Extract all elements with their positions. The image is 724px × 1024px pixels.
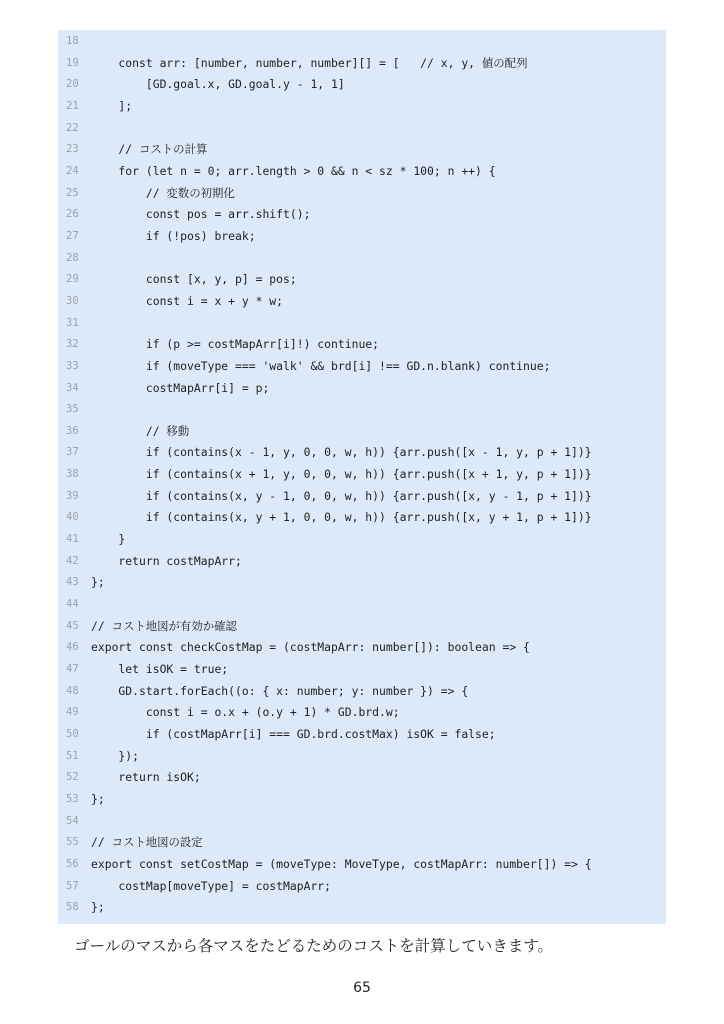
line-number: 34 [66,381,79,394]
code-line [58,161,666,183]
code-line [58,248,666,270]
line-code: if (moveType === 'walk' && brd[i] !== GD.n.blank) continue; [91,358,551,373]
line-number: 18 [66,35,79,47]
line-number: 42 [66,554,79,567]
code-line [58,53,666,75]
line-number: 45 [66,619,79,632]
line-number: 52 [66,771,79,784]
line-code: if (contains(x, y + 1, 0, 0, w, h)) {arr.push([x, y + 1, p + 1])} [91,510,592,525]
code-line [58,767,666,789]
code-line [58,811,666,833]
line-code: if (contains(x, y - 1, 0, 0, w, h)) {arr.push([x, y - 1, p + 1])} [91,488,592,503]
page-number: 65 [353,980,371,996]
code-line [58,507,666,529]
line-number: 22 [66,121,79,134]
code-line [58,594,666,616]
line-code: if (contains(x + 1, y, 0, 0, w, h)) {arr.push([x + 1, y, p + 1])} [91,467,592,482]
code-line [58,139,666,161]
line-code: costMap[moveType] = costMapArr; [91,878,332,893]
line-number: 21 [66,99,79,112]
line-number: 30 [66,294,79,307]
line-code: [GD.goal.x, GD.goal.y - 1, 1] [91,77,345,92]
code-line [58,291,666,313]
line-code: // コスト地図の設定 [91,835,203,850]
line-number: 36 [66,424,79,437]
line-number: 58 [66,901,79,914]
line-code: return isOK; [91,770,201,785]
line-number: 20 [66,78,79,91]
line-number: 31 [66,316,79,329]
line-number: 38 [66,468,79,481]
line-code: if (p >= costMapArr[i]!) continue; [91,337,380,352]
line-number: 46 [66,641,79,654]
line-code: const pos = arr.shift(); [91,207,311,222]
line-code: const i = o.x + (o.y + 1) * GD.brd.w; [91,705,400,720]
code-line [58,897,666,919]
code-line [58,464,666,486]
line-number: 26 [66,208,79,221]
code-line [58,572,666,594]
line-code: // コスト地図が有効か確認 [91,618,237,633]
line-code: export const setCostMap = (moveType: MoveType, costMapArr: number[]) => { [91,856,592,871]
line-number: 28 [66,251,79,264]
line-code: const i = x + y * w; [91,293,284,308]
line-code: }; [91,791,105,806]
line-code: }); [91,748,140,763]
line-code: let isOK = true; [91,662,229,677]
line-code: if (!pos) break; [91,228,256,243]
code-line [58,486,666,508]
line-number: 32 [66,338,79,351]
line-number: 24 [66,164,79,177]
code-line [58,421,666,443]
code-line [58,746,666,768]
code-line [58,378,666,400]
line-code: if (costMapArr[i] === GD.brd.costMax) isOK = false; [91,727,496,741]
caption: ゴールのマスから各マスをたどるためのコストを計算していきます。 [74,937,553,955]
code-line [58,269,666,291]
line-code: costMapArr[i] = p; [91,380,270,395]
line-number: 50 [66,728,79,740]
line-code: // コストの計算 [91,142,208,157]
line-number: 49 [66,706,79,719]
line-code: }; [91,575,105,590]
line-number: 48 [66,684,79,697]
code-line [58,724,666,746]
line-number: 39 [66,489,79,502]
line-number: 57 [66,879,79,892]
code-line [58,876,666,898]
line-number: 51 [66,749,79,762]
line-code: return costMapArr; [91,553,242,568]
code-line [58,356,666,378]
line-number: 25 [66,186,79,199]
code-line [58,183,666,205]
code-line [58,96,666,118]
code-line [58,442,666,464]
code-line [58,832,666,854]
code-line [58,616,666,638]
code-line [58,551,666,573]
code-line [58,854,666,876]
line-code: // 変数の初期化 [91,185,235,200]
line-code: // 移動 [91,423,190,438]
line-number: 54 [66,814,79,827]
line-code: if (contains(x - 1, y, 0, 0, w, h)) {arr.push([x - 1, y, p + 1])} [91,445,592,460]
line-code: for (let n = 0; arr.length > 0 && n < sz * 100; n ++) { [91,163,496,178]
line-number: 33 [66,359,79,372]
code-line [58,204,666,226]
code-line [58,313,666,335]
line-number: 44 [66,598,79,611]
code-line [58,31,666,53]
line-number: 40 [66,511,79,524]
line-number: 35 [66,403,79,416]
line-number: 47 [66,663,79,676]
line-code: }; [91,900,105,915]
line-number: 41 [66,533,79,546]
line-number: 55 [66,836,79,849]
code-line [58,399,666,421]
code-line [58,226,666,248]
line-number: 43 [66,576,79,589]
line-number: 29 [66,273,79,286]
code-line [58,74,666,96]
line-code: const arr: [number, number, number][] = [ // x, y, 値の配列 [91,55,528,70]
code-line [58,789,666,811]
line-number: 23 [66,143,79,156]
code-line [58,118,666,140]
code-line [58,334,666,356]
line-number: 37 [66,446,79,459]
line-number: 56 [66,857,79,870]
code-line [58,681,666,703]
line-number: 19 [66,56,79,69]
code-line [58,637,666,659]
code-line [58,702,666,724]
line-number: 27 [66,229,79,242]
line-code: ]; [91,98,133,113]
line-code: const [x, y, p] = pos; [91,272,297,287]
code-block [58,30,666,924]
code-line [58,529,666,551]
code-line [58,659,666,681]
line-code: GD.start.forEach((o: { x: number; y: number }) => { [91,683,469,698]
line-number: 53 [66,792,79,805]
line-code: } [91,532,126,547]
line-code: export const checkCostMap = (costMapArr: number[]): boolean => { [91,640,530,655]
